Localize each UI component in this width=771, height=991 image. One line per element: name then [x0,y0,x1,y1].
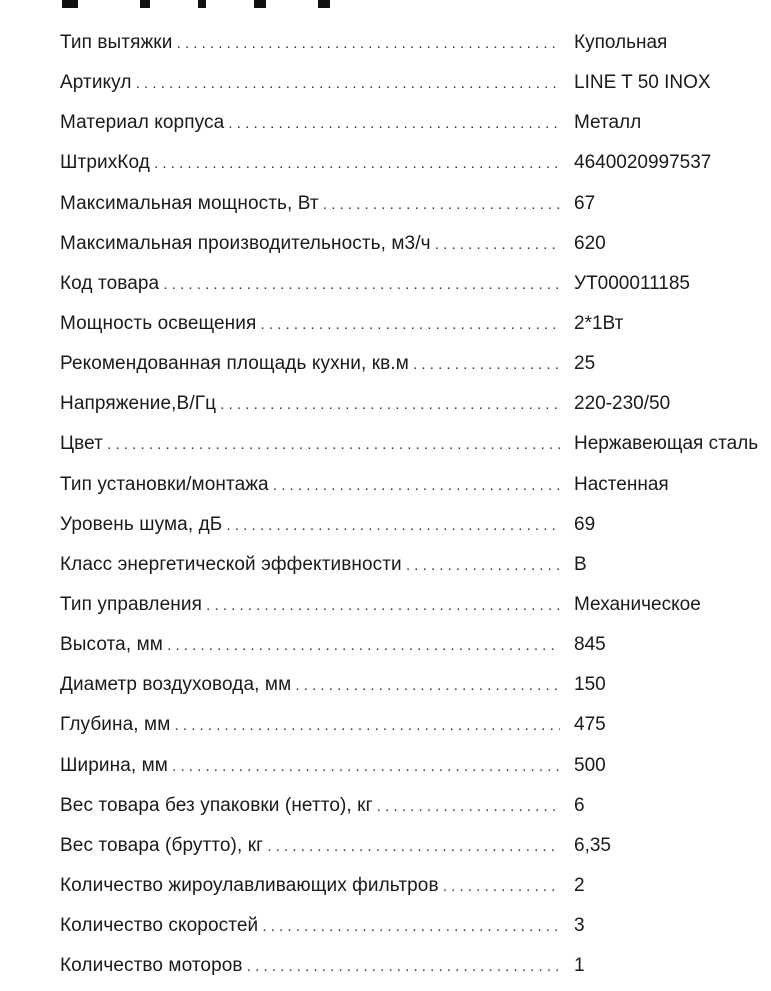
spec-row [0,384,771,424]
spec-name: Код товара . . . [60,264,560,305]
spec-row [0,625,771,665]
spec-value: УТ000011185 [574,272,690,294]
spec-row [0,746,771,786]
spec-value: Нержавеющая сталь [574,433,759,455]
spec-name: Класс энергетической эффективности . . . [60,545,560,586]
spec-value: 25 [574,353,596,375]
spec-value: B [574,553,587,575]
spec-name: Диаметр воздуховода, мм . . . [60,665,560,706]
spec-row [0,184,771,224]
spec-row [0,665,771,705]
spec-row [0,63,771,103]
spec-value: 3 [574,915,585,937]
spec-row [0,786,771,826]
spec-name: Высота, мм . . . [60,625,560,666]
spec-value: Металл [574,112,642,134]
spec-value: LINE T 50 INOX [574,72,711,94]
spec-name: Вес товара (брутто), кг . . . [60,826,560,867]
spec-row [0,705,771,745]
spec-value: 2 [574,874,585,896]
spec-name: Тип вытяжки . . . [60,23,560,64]
spec-row [0,946,771,986]
spec-row [0,866,771,906]
spec-name: Количество жироулавливающих фильтров . . . [60,866,560,907]
spec-name: Уровень шума, дБ . . . [60,505,560,546]
spec-value: 845 [574,634,606,656]
spec-row [0,143,771,183]
spec-value: Купольная [574,32,668,53]
spec-value: 620 [574,232,606,254]
spec-row [0,304,771,344]
spec-value: 67 [574,192,596,214]
spec-value: 6,35 [574,834,611,856]
spec-row [0,585,771,625]
spec-name: Материал корпуса . . . [60,103,560,144]
spec-row [0,545,771,585]
spec-name: Артикул . . . [60,63,560,104]
spec-name: Напряжение,В/Гц . . . [60,384,560,425]
spec-row [0,465,771,505]
spec-value: Настенная [574,473,669,495]
spec-name: Тип установки/монтажа . . . [60,465,560,506]
cropped-heading [0,0,771,14]
spec-row [0,103,771,143]
spec-name: Максимальная производительность, м3/ч . . . [60,224,560,265]
spec-value: 6 [574,794,585,816]
spec-name: Количество скоростей . . . [60,906,560,947]
spec-name: Ширина, мм . . . [60,746,560,787]
spec-name: Вес товара без упаковки (нетто), кг . . . [60,786,560,827]
spec-row [0,505,771,545]
spec-row [0,23,771,63]
spec-value: 69 [574,513,596,535]
spec-row [0,906,771,946]
spec-value: 475 [574,714,606,736]
spec-name: Количество моторов . . . [60,946,560,987]
spec-value: 500 [574,754,606,776]
spec-value: 2*1Вт [574,312,624,334]
spec-value: 4640020997537 [574,152,712,174]
spec-row [0,826,771,866]
spec-name: Тип управления . . . [60,585,560,626]
spec-name: Максимальная мощность, Вт . . . [60,184,560,225]
spec-value: 150 [574,674,606,696]
spec-row [0,264,771,304]
spec-name: Рекомендованная площадь кухни, кв.м . . . [60,344,560,385]
spec-name: Мощность освещения . . . [60,304,560,345]
spec-value: 1 [574,955,585,977]
spec-name: Цвет . . . [60,424,560,465]
spec-value: 220-230/50 [574,393,671,415]
spec-row [0,424,771,464]
spec-name: Глубина, мм . . . [60,705,560,746]
spec-row [0,344,771,384]
spec-row [0,224,771,264]
specifications-list [0,23,771,986]
spec-name: ШтрихКод . . . [60,143,560,184]
spec-value: Механическое [574,593,701,615]
